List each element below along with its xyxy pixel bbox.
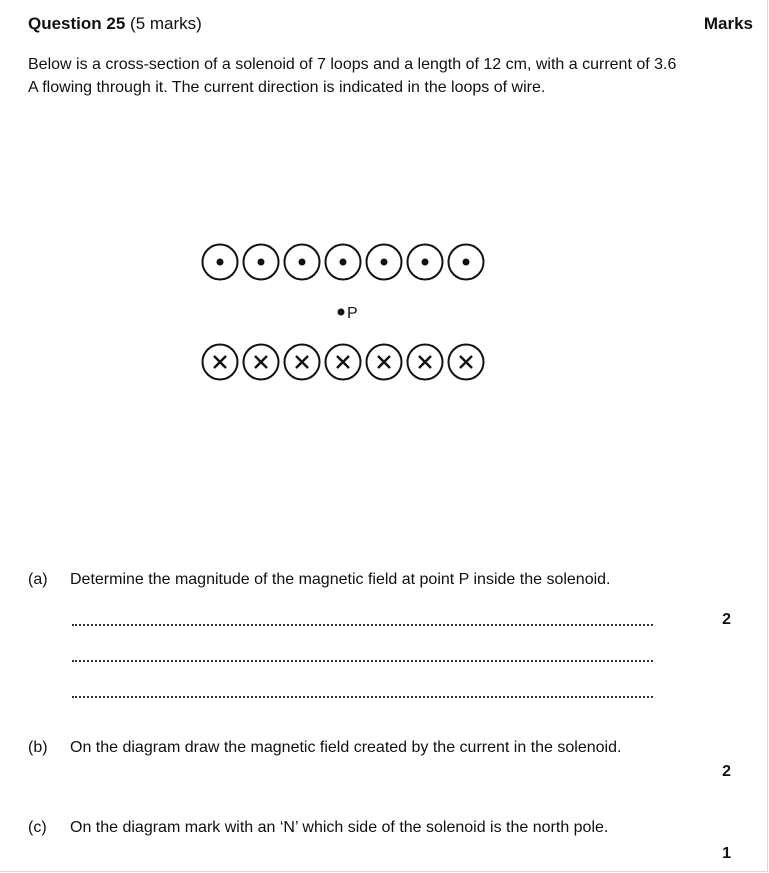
part-c-marks: 1 xyxy=(722,845,731,862)
solenoid-diagram xyxy=(190,232,500,392)
loop-into-page-4 xyxy=(326,345,361,380)
answer-line-1[interactable] xyxy=(72,624,653,626)
part-b-label: (b) xyxy=(28,739,48,756)
answer-line-3[interactable] xyxy=(72,696,653,698)
part-b-text: On the diagram draw the magnetic field created by the current in the solenoid. xyxy=(70,739,622,756)
loop-into-page-3 xyxy=(285,345,320,380)
point-p-label: P xyxy=(347,305,358,322)
part-a-text: Determine the magnitude of the magnetic field at point P inside the solenoid. xyxy=(70,571,611,588)
question-marks-total: (5 marks) xyxy=(130,14,202,33)
loop-into-page-5 xyxy=(367,345,402,380)
point-p-dot xyxy=(338,309,345,316)
loop-out-of-page-6 xyxy=(408,245,443,280)
answer-line-2[interactable] xyxy=(72,660,653,662)
loop-out-of-page-7 xyxy=(449,245,484,280)
question-intro: Below is a cross-section of a solenoid of 7 loops and a length of 12 cm, with a current of 3.6 A flowing through it. The current direction is indicated in the loops of wire. xyxy=(28,56,677,96)
loop-out-of-page-4 xyxy=(326,245,361,280)
question-header xyxy=(28,14,202,34)
loop-out-of-page-3 xyxy=(285,245,320,280)
question-number: Question 25 xyxy=(28,14,126,33)
loop-into-page-6 xyxy=(408,345,443,380)
part-c-text: On the diagram mark with an ‘N’ which side of the solenoid is the north pole. xyxy=(70,819,609,836)
loop-into-page-7 xyxy=(449,345,484,380)
bottom-row-loops xyxy=(203,345,484,380)
part-b-marks: 2 xyxy=(722,763,731,780)
part-a-marks: 2 xyxy=(722,611,731,628)
loop-into-page-2 xyxy=(244,345,279,380)
loop-out-of-page-2 xyxy=(244,245,279,280)
point-p xyxy=(338,305,358,322)
loop-into-page-1 xyxy=(203,345,238,380)
loop-out-of-page-1 xyxy=(203,245,238,280)
top-row-loops xyxy=(203,245,484,280)
loop-out-of-page-5 xyxy=(367,245,402,280)
part-a-label: (a) xyxy=(28,571,48,588)
part-c xyxy=(28,819,608,837)
part-b xyxy=(28,739,621,757)
part-a xyxy=(28,571,610,589)
part-c-label: (c) xyxy=(28,819,47,836)
marks-column-header: Marks xyxy=(703,14,753,33)
